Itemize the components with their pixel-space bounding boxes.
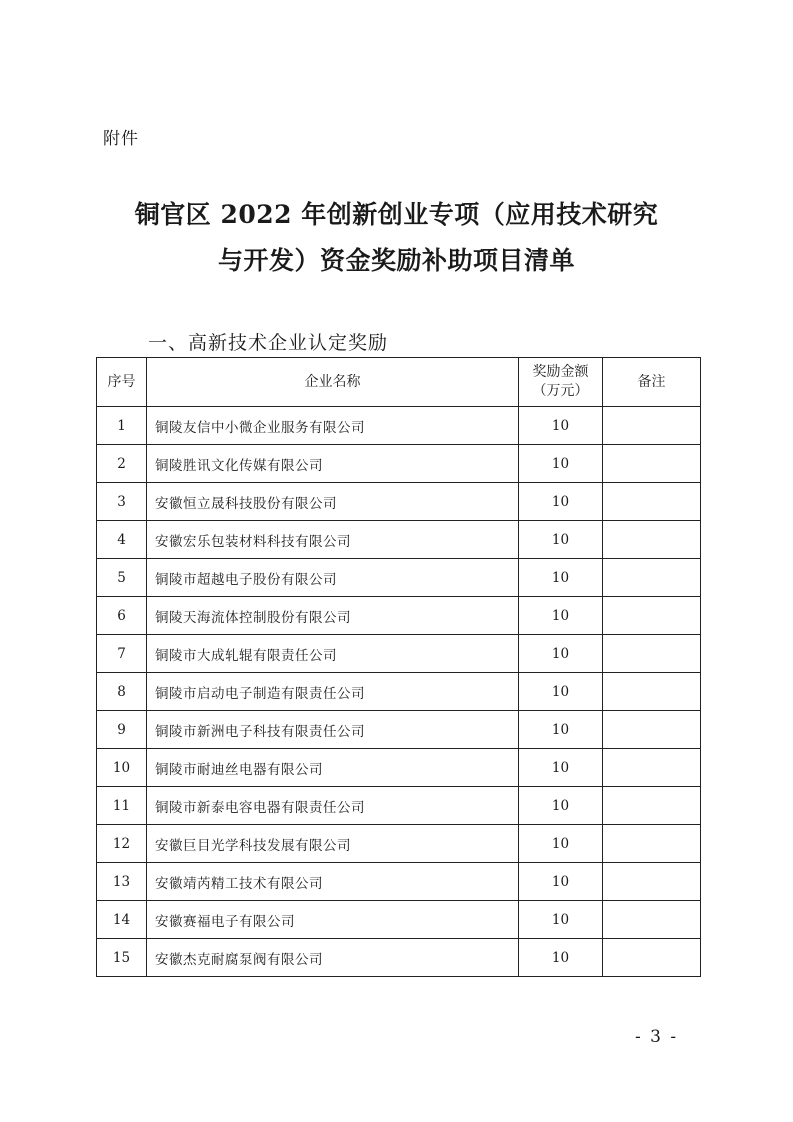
cell-no: 9 [97, 711, 147, 749]
cell-remark [603, 901, 701, 939]
header-amount-line2: （万元） [532, 383, 589, 399]
table-row [97, 445, 701, 483]
table-row [97, 749, 701, 787]
table-row [97, 635, 701, 673]
cell-no: 13 [97, 863, 147, 901]
table-row [97, 787, 701, 825]
cell-company-name: 铜陵市启动电子制造有限责任公司 [147, 673, 519, 711]
cell-no: 3 [97, 483, 147, 521]
cell-no: 7 [97, 635, 147, 673]
table-row [97, 825, 701, 863]
cell-no: 5 [97, 559, 147, 597]
cell-remark [603, 825, 701, 863]
cell-company-name: 铜陵市耐迪丝电器有限公司 [147, 749, 519, 787]
cell-company-name: 铜陵天海流体控制股份有限公司 [147, 597, 519, 635]
cell-no: 12 [97, 825, 147, 863]
cell-company-name: 铜陵胜讯文化传媒有限公司 [147, 445, 519, 483]
cell-amount: 10 [519, 445, 603, 483]
cell-no: 11 [97, 787, 147, 825]
attachment-label: 附件 [103, 129, 139, 149]
title-line-2: 与开发）资金奖励补助项目清单 [217, 246, 575, 275]
section-heading: 一、高新技术企业认定奖励 [148, 332, 389, 354]
cell-amount: 10 [519, 825, 603, 863]
table-row [97, 673, 701, 711]
cell-remark [603, 521, 701, 559]
title-line-1: 铜官区 2022 年创新创业专项（应用技术研究 [134, 200, 659, 229]
table-row [97, 901, 701, 939]
cell-remark [603, 559, 701, 597]
cell-remark [603, 749, 701, 787]
page-number: - 3 - [635, 1027, 679, 1047]
cell-no: 8 [97, 673, 147, 711]
cell-no: 14 [97, 901, 147, 939]
cell-company-name: 铜陵市新泰电容电器有限责任公司 [147, 787, 519, 825]
cell-amount: 10 [519, 711, 603, 749]
cell-no: 1 [97, 407, 147, 445]
cell-company-name: 安徽赛福电子有限公司 [147, 901, 519, 939]
cell-amount: 10 [519, 901, 603, 939]
cell-amount: 10 [519, 407, 603, 445]
table-row [97, 559, 701, 597]
cell-no: 6 [97, 597, 147, 635]
cell-company-name: 铜陵友信中小微企业服务有限公司 [147, 407, 519, 445]
cell-remark [603, 939, 701, 977]
cell-amount: 10 [519, 597, 603, 635]
cell-remark [603, 407, 701, 445]
table-row [97, 939, 701, 977]
cell-company-name: 铜陵市超越电子股份有限公司 [147, 559, 519, 597]
cell-amount: 10 [519, 673, 603, 711]
cell-remark [603, 597, 701, 635]
cell-remark [603, 635, 701, 673]
cell-no: 2 [97, 445, 147, 483]
cell-company-name: 安徽靖芮精工技术有限公司 [147, 863, 519, 901]
table-row [97, 863, 701, 901]
table-row [97, 711, 701, 749]
cell-company-name: 安徽恒立晟科技股份有限公司 [147, 483, 519, 521]
cell-remark [603, 711, 701, 749]
table-row [97, 407, 701, 445]
cell-remark [603, 445, 701, 483]
cell-remark [603, 787, 701, 825]
header-company-name: 企业名称 [147, 358, 519, 407]
cell-amount: 10 [519, 787, 603, 825]
header-amount [519, 358, 603, 407]
header-remark: 备注 [603, 358, 701, 407]
table-row [97, 483, 701, 521]
cell-company-name: 铜陵市新洲电子科技有限责任公司 [147, 711, 519, 749]
award-table [96, 357, 701, 977]
table-header-row [97, 358, 701, 407]
table-body [97, 407, 701, 977]
cell-company-name: 安徽巨目光学科技发展有限公司 [147, 825, 519, 863]
table-row [97, 521, 701, 559]
cell-no: 15 [97, 939, 147, 977]
cell-amount: 10 [519, 939, 603, 977]
cell-remark [603, 863, 701, 901]
cell-amount: 10 [519, 521, 603, 559]
cell-remark [603, 673, 701, 711]
cell-amount: 10 [519, 863, 603, 901]
cell-remark [603, 483, 701, 521]
cell-amount: 10 [519, 635, 603, 673]
header-amount-line1: 奖励金额 [532, 364, 589, 380]
cell-amount: 10 [519, 559, 603, 597]
cell-amount: 10 [519, 483, 603, 521]
cell-amount: 10 [519, 749, 603, 787]
cell-no: 4 [97, 521, 147, 559]
cell-company-name: 安徽杰克耐腐泵阀有限公司 [147, 939, 519, 977]
cell-company-name: 安徽宏乐包装材料科技有限公司 [147, 521, 519, 559]
document-title [0, 192, 793, 284]
header-no: 序号 [97, 358, 147, 407]
cell-no: 10 [97, 749, 147, 787]
table-row [97, 597, 701, 635]
cell-company-name: 铜陵市大成轧辊有限责任公司 [147, 635, 519, 673]
